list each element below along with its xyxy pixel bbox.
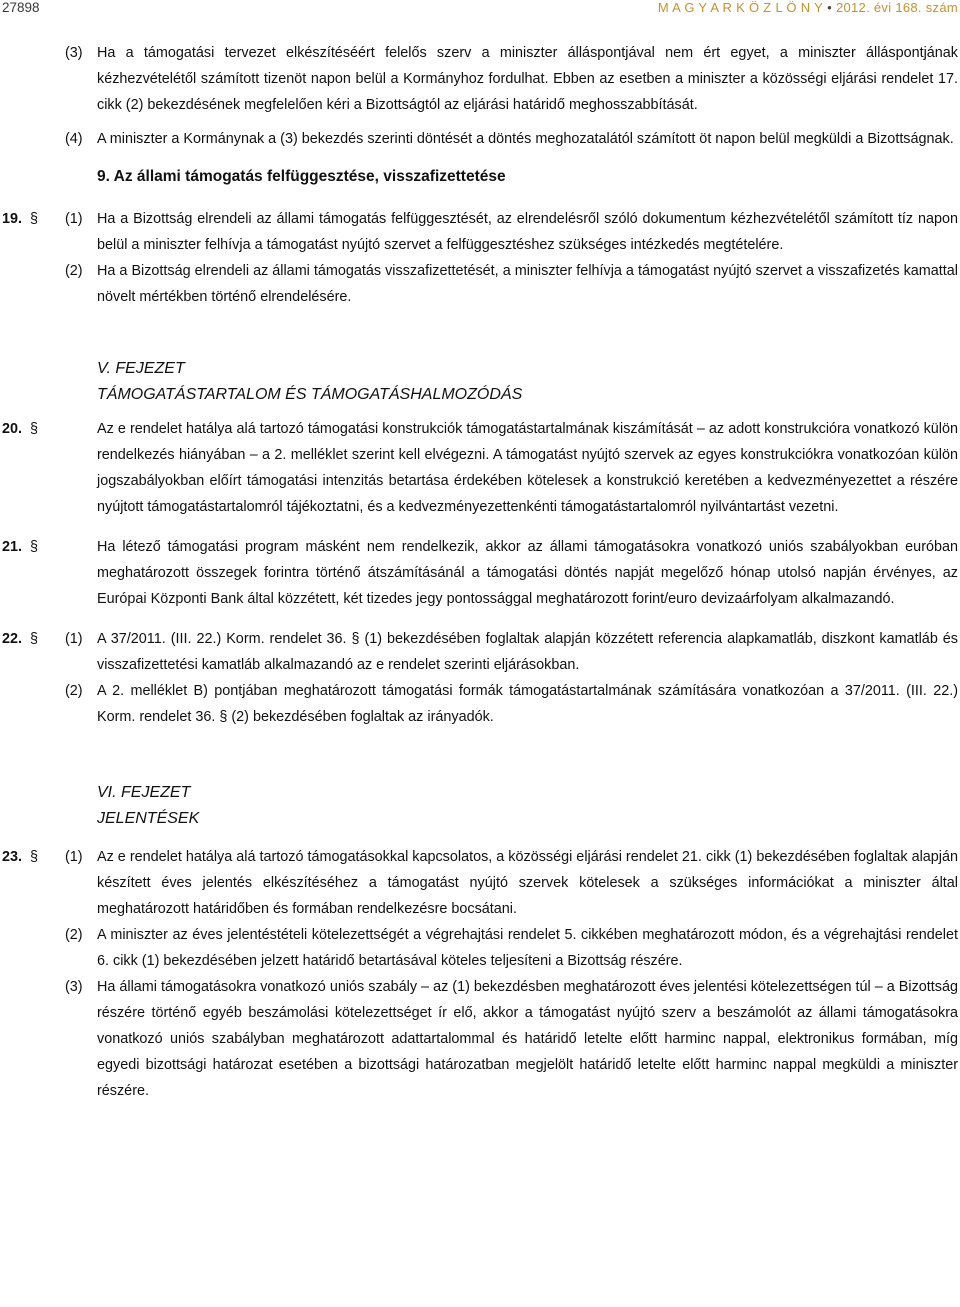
chapter-6-heading (0, 780, 960, 832)
article-19-2 (0, 258, 960, 310)
issue-number: 2012. évi 168. szám (835, 0, 958, 15)
article-20 (0, 416, 960, 520)
publication-name: M A G Y A R K Ö Z L Ö N Y (657, 0, 824, 15)
article-22-1 (0, 626, 960, 678)
page-header (0, 0, 960, 18)
article-number: 20. (2, 421, 23, 437)
article-23-3 (0, 974, 960, 1104)
article-number: 21. (2, 539, 23, 555)
chapter-subtitle: JELENTÉSEK (97, 810, 200, 827)
bullet-icon: • (827, 0, 832, 15)
paragraph-number: (2) (65, 263, 83, 279)
paragraph-text: A miniszter a Kormánynak a (3) bekezdés szerinti döntését a döntés meghozatalától számított öt napon belül megküldi a Bizottságnak. (97, 131, 954, 147)
section-sign: § (30, 421, 39, 437)
chapter-5-heading (0, 356, 960, 408)
paragraph-text: Ha állami támogatásokra vonatkozó uniós szabály – az (1) bekezdésben meghatározott éves jelentési kötelezettségen túl – a Bizottság részére történő egyéb beszámolási kötelezettséget ír elő, akkor a támogatást nyújtó szerv a beszámolót az állami támogatásokra vonatkozó uniós szabályban meghatározott adattartalommal és határidő letelte előtt harminc nappal, elektronikus formában, míg egyedi bizottsági határozat esetében a bizottsági határozatban megjelölt határidő letelte előtt harminc nappal megküldi a miniszter részére. (97, 979, 958, 1099)
paragraph-number: (4) (65, 131, 83, 147)
paragraph-text: Ha a Bizottság elrendeli az állami támogatás visszafizettetését, a miniszter felhívja a támogatást nyújtó szervet a visszafizetés kamattal növelt mértékben történő elrendelésére. (97, 263, 958, 305)
page-number: 27898 (2, 0, 40, 15)
chapter-subtitle: TÁMOGATÁSTARTALOM ÉS TÁMOGATÁSHALMOZÓDÁS (97, 386, 523, 403)
article-text: Az e rendelet hatálya alá tartozó támogatási konstrukciók támogatástartalmának kiszámítását – az adott konstrukcióra vonatkozó külön rendelkezés hiányában – a 2. melléklet szerint kell elvégezni. A támogatást nyújtó szervek az egyes konstrukciókra vonatkozóan külön jogszabályokban előírt támogatási intenzitás betartása érdekében kötelesek a konstrukció keretében a kedvezményezettet a részére nyújtott támogatástartalomról tájékoztatni, és a kedvezményezettenkénti támogatástartalomról nyilvántartást vezetni. (97, 421, 958, 515)
paragraph-text: A 2. melléklet B) pontjában meghatározott támogatási formák támogatástartalmának számítására vonatkozóan a 37/2011. (III. 22.) Korm. rendelet 36. § (2) bekezdésében foglaltak az irányadók. (97, 683, 958, 725)
section-sign: § (30, 211, 39, 227)
article-19-1 (0, 206, 960, 258)
paragraph-text: Ha a Bizottság elrendeli az állami támogatás felfüggesztését, az elrendelésről szóló dokumentum kézhezvételétől számított tíz napon belül a miniszter felhívja a támogatást nyújtó szervet a felfüggesztéshez szükséges intézkedés megtételére. (97, 211, 958, 253)
paragraph-number: (3) (65, 979, 83, 995)
paragraph-number: (1) (65, 849, 83, 865)
paragraph-text: A 37/2011. (III. 22.) Korm. rendelet 36. § (1) bekezdésében foglaltak alapján közzétett referencia alapkamatláb, diszkont kamatláb és visszafizettetési kamatláb alkalmazandó az e rendelet szerinti eljárásokban. (97, 631, 958, 673)
article-number: 22. (2, 631, 23, 647)
paragraph-text: Ha a támogatási tervezet elkészítéséért felelős szerv a miniszter álláspontjával nem ért egyet, a miniszter álláspontjának kézhezvételétől számított tizenöt napon belül a Kormányhoz fordulhat. Ebben az esetben a miniszter a közösségi eljárási rendelet 17. cikk (2) bekezdésének megfelelően kéri a Bizottságtól az eljárási határidő meghosszabbítását. (97, 45, 958, 113)
document-body (0, 40, 960, 1104)
section-sign: § (30, 849, 39, 865)
chapter-title: VI. FEJEZET (97, 784, 191, 801)
article-21 (0, 534, 960, 612)
section-sign: § (30, 539, 39, 555)
paragraph-number: (1) (65, 631, 83, 647)
paragraph-18-4 (0, 126, 960, 152)
article-text: Ha létező támogatási program másként nem rendelkezik, akkor az állami támogatásokra vonatkozó uniós szabályokban euróban meghatározott összegek forintra történő átszámításánál a támogatási döntés napját megelőző hónap utolsó napján érvényes, az Európai Központi Bank által közzétett, két tizedes jegy pontossággal meghatározott forint/euro devizaárfolyam alkalmazandó. (97, 539, 958, 607)
paragraph-text: A miniszter az éves jelentéstételi kötelezettségét a végrehajtási rendelet 5. cikkében meghatározott módon, és a végrehajtási rendelet 6. cikk (1) bekezdésében jelzett határidő betartásával köteles teljesíteni a Bizottság részére. (97, 927, 958, 969)
article-22-2 (0, 678, 960, 730)
chapter-title: V. FEJEZET (97, 360, 185, 377)
paragraph-18-3 (0, 40, 960, 118)
section-heading-9: 9. Az állami támogatás felfüggesztése, visszafizettetése (97, 168, 506, 185)
section-sign: § (30, 631, 39, 647)
paragraph-text: Az e rendelet hatálya alá tartozó támogatásokkal kapcsolatos, a közösségi eljárási rendelet 21. cikk (1) bekezdésében foglaltak alapján készített éves jelentés elkészítéséhez a támogatást nyújtó szervek kötelesek a szükséges információkat a miniszter által meghatározott határidőben és formában rendelkezésre bocsátani. (97, 849, 958, 917)
article-23-1 (0, 844, 960, 922)
paragraph-number: (3) (65, 45, 83, 61)
paragraph-number: (2) (65, 927, 83, 943)
article-number: 19. (2, 211, 23, 227)
paragraph-number: (2) (65, 683, 83, 699)
paragraph-number: (1) (65, 211, 83, 227)
publication-info (658, 0, 958, 15)
article-number: 23. (2, 849, 23, 865)
article-23-2 (0, 922, 960, 974)
